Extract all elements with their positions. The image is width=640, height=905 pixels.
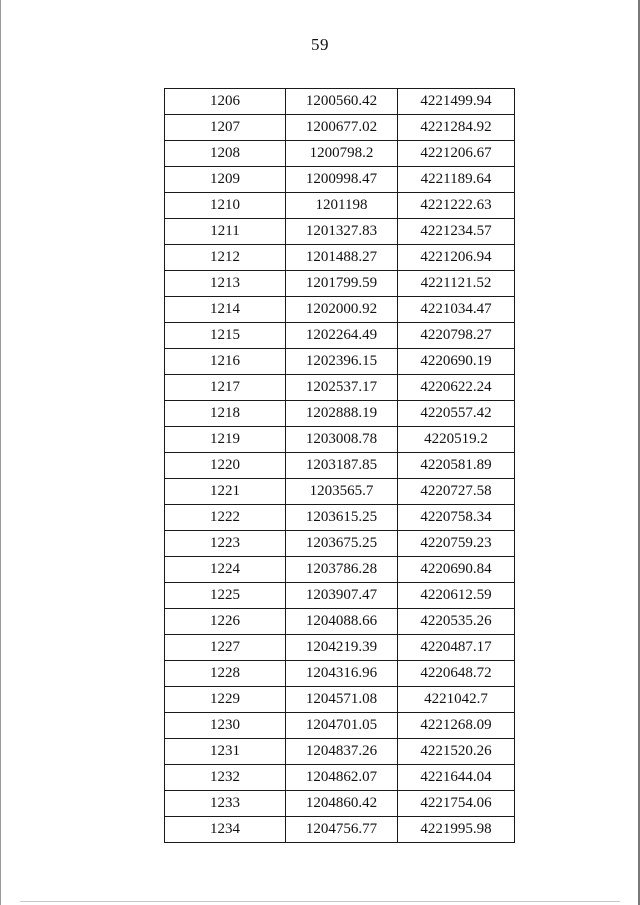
x-coordinate-cell: 1203187.85 — [286, 453, 398, 479]
table-row — [165, 349, 515, 375]
table-row — [165, 531, 515, 557]
point-id-cell: 1206 — [165, 89, 286, 115]
table-row — [165, 557, 515, 583]
point-id-cell: 1218 — [165, 401, 286, 427]
x-coordinate-cell: 1203615.25 — [286, 505, 398, 531]
table-row — [165, 297, 515, 323]
x-coordinate-cell: 1203786.28 — [286, 557, 398, 583]
point-id-cell: 1215 — [165, 323, 286, 349]
table-row — [165, 245, 515, 271]
point-id-cell: 1222 — [165, 505, 286, 531]
table-row — [165, 453, 515, 479]
point-id-cell: 1223 — [165, 531, 286, 557]
point-id-cell: 1214 — [165, 297, 286, 323]
point-id-cell: 1216 — [165, 349, 286, 375]
point-id-cell: 1221 — [165, 479, 286, 505]
x-coordinate-cell: 1202537.17 — [286, 375, 398, 401]
y-coordinate-cell: 4221034.47 — [398, 297, 515, 323]
x-coordinate-cell: 1200798.2 — [286, 141, 398, 167]
x-coordinate-cell: 1200560.42 — [286, 89, 398, 115]
y-coordinate-cell: 4221121.52 — [398, 271, 515, 297]
table-row — [165, 167, 515, 193]
x-coordinate-cell: 1202396.15 — [286, 349, 398, 375]
table-row — [165, 323, 515, 349]
x-coordinate-cell: 1203907.47 — [286, 583, 398, 609]
x-coordinate-cell: 1200677.02 — [286, 115, 398, 141]
y-coordinate-cell: 4221284.92 — [398, 115, 515, 141]
table-row — [165, 401, 515, 427]
y-coordinate-cell: 4220690.19 — [398, 349, 515, 375]
table-row — [165, 115, 515, 141]
point-id-cell: 1233 — [165, 791, 286, 817]
x-coordinate-cell: 1204837.26 — [286, 739, 398, 765]
table-row — [165, 89, 515, 115]
y-coordinate-cell: 4221754.06 — [398, 791, 515, 817]
page-edge-bottom — [20, 901, 620, 902]
table-row — [165, 739, 515, 765]
x-coordinate-cell: 1204756.77 — [286, 817, 398, 843]
y-coordinate-cell: 4221206.94 — [398, 245, 515, 271]
point-id-cell: 1230 — [165, 713, 286, 739]
point-id-cell: 1227 — [165, 635, 286, 661]
point-id-cell: 1234 — [165, 817, 286, 843]
coordinates-table-body — [165, 89, 515, 843]
x-coordinate-cell: 1204219.39 — [286, 635, 398, 661]
table-row — [165, 479, 515, 505]
table-row — [165, 271, 515, 297]
y-coordinate-cell: 4221644.04 — [398, 765, 515, 791]
table-row — [165, 713, 515, 739]
y-coordinate-cell: 4221520.26 — [398, 739, 515, 765]
y-coordinate-cell: 4220487.17 — [398, 635, 515, 661]
y-coordinate-cell: 4220557.42 — [398, 401, 515, 427]
coordinates-table — [164, 88, 515, 843]
table-row — [165, 219, 515, 245]
x-coordinate-cell: 1203675.25 — [286, 531, 398, 557]
y-coordinate-cell: 4221222.63 — [398, 193, 515, 219]
x-coordinate-cell: 1201488.27 — [286, 245, 398, 271]
y-coordinate-cell: 4221499.94 — [398, 89, 515, 115]
x-coordinate-cell: 1201327.83 — [286, 219, 398, 245]
x-coordinate-cell: 1204316.96 — [286, 661, 398, 687]
x-coordinate-cell: 1203008.78 — [286, 427, 398, 453]
y-coordinate-cell: 4220690.84 — [398, 557, 515, 583]
x-coordinate-cell: 1200998.47 — [286, 167, 398, 193]
y-coordinate-cell: 4221042.7 — [398, 687, 515, 713]
table-row — [165, 661, 515, 687]
x-coordinate-cell: 1204088.66 — [286, 609, 398, 635]
x-coordinate-cell: 1201198 — [286, 193, 398, 219]
table-row — [165, 817, 515, 843]
point-id-cell: 1228 — [165, 661, 286, 687]
table-row — [165, 375, 515, 401]
table-row — [165, 791, 515, 817]
x-coordinate-cell: 1204571.08 — [286, 687, 398, 713]
y-coordinate-cell: 4220758.34 — [398, 505, 515, 531]
x-coordinate-cell: 1204860.42 — [286, 791, 398, 817]
point-id-cell: 1232 — [165, 765, 286, 791]
point-id-cell: 1220 — [165, 453, 286, 479]
page-number: 59 — [311, 35, 329, 54]
x-coordinate-cell: 1202264.49 — [286, 323, 398, 349]
table-row — [165, 583, 515, 609]
x-coordinate-cell: 1204862.07 — [286, 765, 398, 791]
point-id-cell: 1219 — [165, 427, 286, 453]
point-id-cell: 1210 — [165, 193, 286, 219]
x-coordinate-cell: 1202888.19 — [286, 401, 398, 427]
point-id-cell: 1217 — [165, 375, 286, 401]
x-coordinate-cell: 1204701.05 — [286, 713, 398, 739]
table-row — [165, 193, 515, 219]
x-coordinate-cell: 1203565.7 — [286, 479, 398, 505]
y-coordinate-cell: 4220622.24 — [398, 375, 515, 401]
table-row — [165, 427, 515, 453]
point-id-cell: 1207 — [165, 115, 286, 141]
page-edge-left — [0, 0, 1, 905]
table-row — [165, 635, 515, 661]
y-coordinate-cell: 4221234.57 — [398, 219, 515, 245]
y-coordinate-cell: 4220612.59 — [398, 583, 515, 609]
y-coordinate-cell: 4220519.2 — [398, 427, 515, 453]
y-coordinate-cell: 4221189.64 — [398, 167, 515, 193]
y-coordinate-cell: 4221206.67 — [398, 141, 515, 167]
y-coordinate-cell: 4220798.27 — [398, 323, 515, 349]
point-id-cell: 1231 — [165, 739, 286, 765]
y-coordinate-cell: 4221268.09 — [398, 713, 515, 739]
point-id-cell: 1225 — [165, 583, 286, 609]
table-row — [165, 141, 515, 167]
y-coordinate-cell: 4221995.98 — [398, 817, 515, 843]
table-row — [165, 687, 515, 713]
x-coordinate-cell: 1202000.92 — [286, 297, 398, 323]
point-id-cell: 1208 — [165, 141, 286, 167]
point-id-cell: 1211 — [165, 219, 286, 245]
point-id-cell: 1226 — [165, 609, 286, 635]
point-id-cell: 1212 — [165, 245, 286, 271]
point-id-cell: 1229 — [165, 687, 286, 713]
table-row — [165, 765, 515, 791]
y-coordinate-cell: 4220759.23 — [398, 531, 515, 557]
point-id-cell: 1224 — [165, 557, 286, 583]
x-coordinate-cell: 1201799.59 — [286, 271, 398, 297]
point-id-cell: 1209 — [165, 167, 286, 193]
point-id-cell: 1213 — [165, 271, 286, 297]
table-row — [165, 505, 515, 531]
y-coordinate-cell: 4220581.89 — [398, 453, 515, 479]
y-coordinate-cell: 4220535.26 — [398, 609, 515, 635]
table-row — [165, 609, 515, 635]
y-coordinate-cell: 4220648.72 — [398, 661, 515, 687]
y-coordinate-cell: 4220727.58 — [398, 479, 515, 505]
